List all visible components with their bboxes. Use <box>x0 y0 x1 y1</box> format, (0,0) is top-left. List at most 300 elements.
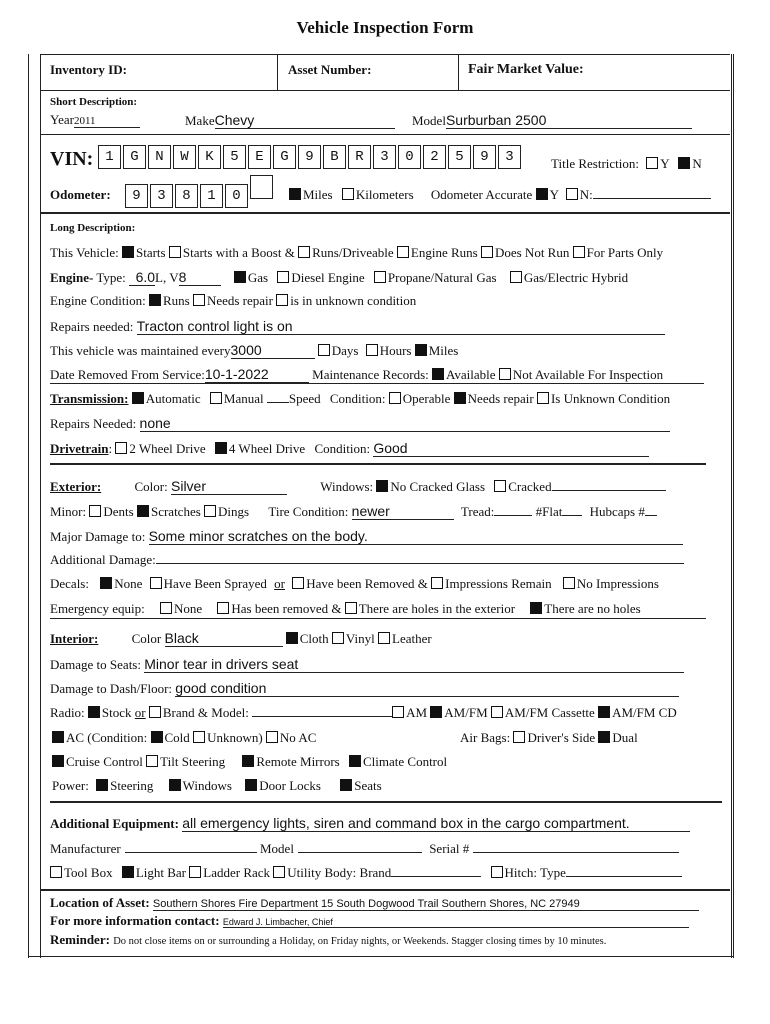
divider-line <box>50 383 704 384</box>
airbags-row <box>460 730 638 746</box>
field-label: This Vehicle: <box>50 245 119 260</box>
gas-checkbox[interactable] <box>234 271 246 283</box>
make-value[interactable]: Chevy <box>215 112 395 129</box>
vin-char-box[interactable]: K <box>198 145 221 169</box>
manual-checkbox[interactable] <box>210 392 222 404</box>
title-restriction-label: Title Restriction: <box>551 156 639 171</box>
field-label: 2 Wheel Drive <box>129 441 206 456</box>
field-label: Remote Mirrors <box>256 754 340 769</box>
field-label: Decals: <box>50 576 89 591</box>
field-label: No Impressions <box>576 576 659 591</box>
field-label: 4 Wheel Drive <box>228 441 306 456</box>
field-label: Power: <box>52 778 89 793</box>
cloth-checkbox[interactable] <box>286 632 298 644</box>
field-label: Maintenance Records: <box>312 367 429 382</box>
drivetrain-condition-value[interactable]: Good <box>373 440 649 457</box>
vinyl-checkbox[interactable] <box>332 632 344 644</box>
drivetrain-label: Drivetrain <box>50 441 109 456</box>
field-label: Engine Condition: <box>50 293 146 308</box>
equipment-model-field[interactable] <box>298 852 422 853</box>
accurate-y-label: Y <box>549 187 559 202</box>
mirrors-checkbox[interactable] <box>242 755 254 767</box>
contact-label: For more information contact: <box>50 913 220 928</box>
reminder-label: Reminder: <box>50 932 110 947</box>
dents-checkbox[interactable] <box>89 505 101 517</box>
hybrid-checkbox[interactable] <box>510 271 522 283</box>
speed-field[interactable] <box>267 402 289 403</box>
vin-char-box[interactable]: 3 <box>498 145 521 169</box>
field-label: Stock <box>101 705 132 720</box>
utility-brand-field[interactable] <box>391 876 481 877</box>
vin-char-box[interactable]: R <box>348 145 371 169</box>
maintenance-interval-value[interactable]: 3000 <box>231 342 315 359</box>
automatic-checkbox[interactable] <box>132 392 144 404</box>
field-label: Seats <box>354 778 382 793</box>
divider-line <box>40 90 730 91</box>
title-n-label: N <box>692 156 702 171</box>
field-label: Cold <box>164 730 190 745</box>
field-label: Dual <box>612 730 638 745</box>
sprayed-checkbox[interactable] <box>150 577 162 589</box>
odometer-digit-box[interactable]: 8 <box>175 184 198 208</box>
field-label: Tread: <box>460 504 495 519</box>
cruise-checkbox[interactable] <box>52 755 64 767</box>
title-y-checkbox[interactable] <box>646 157 658 169</box>
divider-line <box>40 54 730 55</box>
field-label: Repairs needed: <box>50 319 134 334</box>
exterior-row <box>50 478 666 495</box>
field-label: Condition: <box>314 441 371 456</box>
field-label: #Flat <box>535 504 563 519</box>
exterior-label: Exterior: <box>50 479 102 494</box>
divider-line <box>50 618 706 619</box>
engine-needs-repair-checkbox[interactable] <box>193 294 205 306</box>
field-label: Have been Removed & <box>306 576 428 591</box>
removed-checkbox[interactable] <box>292 577 304 589</box>
four-wheel-checkbox[interactable] <box>215 442 227 454</box>
make-label: Make <box>185 113 215 128</box>
transmission-row <box>50 391 670 407</box>
field-label: Has been removed & <box>231 601 342 616</box>
year-row <box>50 112 140 128</box>
ac-cold-checkbox[interactable] <box>151 731 163 743</box>
minor-row <box>50 503 657 520</box>
field-label: Odometer <box>50 187 107 202</box>
propane-checkbox[interactable] <box>374 271 386 283</box>
title-n-checkbox[interactable] <box>678 157 690 169</box>
field-label: Additional Damage: <box>50 552 156 567</box>
field-label: Tilt Steering <box>160 754 226 769</box>
field-label: Miles <box>428 343 459 358</box>
field-label: Manual <box>223 391 264 406</box>
major-damage-value[interactable]: Some minor scratches on the body. <box>149 528 683 545</box>
cd-checkbox[interactable] <box>598 706 610 718</box>
vin-boxes <box>98 145 523 169</box>
model-value[interactable]: Surburban 2500 <box>446 112 692 129</box>
year-value[interactable]: 2011 <box>74 115 140 128</box>
title-y-label: Y <box>660 156 670 171</box>
field-label: Cruise Control <box>66 754 143 769</box>
decals-none-checkbox[interactable] <box>100 577 112 589</box>
field-label: No Cracked Glass <box>390 479 486 494</box>
km-checkbox[interactable] <box>342 188 354 200</box>
odometer-accurate-label: Odometer Accurate <box>430 187 533 202</box>
vin-char-box[interactable]: E <box>248 145 271 169</box>
field-label: Windows: <box>320 479 374 494</box>
field-label: Radio: <box>50 705 85 720</box>
trans-repairs-value[interactable]: none <box>140 415 670 432</box>
engine-runs-checkbox[interactable] <box>397 246 409 258</box>
field-label: AM/FM Cassette <box>504 705 595 720</box>
miles-interval-checkbox[interactable] <box>415 344 427 356</box>
short-description-label: Short Description: <box>50 96 138 108</box>
divider-line <box>40 134 730 135</box>
radio-brand-checkbox[interactable] <box>149 706 161 718</box>
interior-color-value[interactable]: Black <box>165 630 283 647</box>
cassette-checkbox[interactable] <box>491 706 503 718</box>
field-label: Hitch: Type <box>504 865 566 880</box>
hitch-checkbox[interactable] <box>491 866 503 878</box>
engine-runs-cond-checkbox[interactable] <box>149 294 161 306</box>
ac-checkbox[interactable] <box>52 731 64 743</box>
field-label: Days <box>331 343 359 358</box>
vin-char-box[interactable]: 1 <box>98 145 121 169</box>
vin-char-box[interactable]: 2 <box>423 145 446 169</box>
field-label: There are no holes <box>544 601 641 616</box>
exterior-color-value[interactable]: Silver <box>171 478 287 495</box>
engine-repairs-value[interactable]: Tracton control light is on <box>137 318 665 335</box>
operable-checkbox[interactable] <box>389 392 401 404</box>
hitch-type-field[interactable] <box>566 876 682 877</box>
vin-char-box[interactable]: 9 <box>473 145 496 169</box>
field-label: Ladder Rack <box>203 865 271 880</box>
date-removed-row <box>50 366 663 383</box>
flat-field[interactable] <box>562 515 582 516</box>
hours-checkbox[interactable] <box>366 344 378 356</box>
field-label: Damage to Seats: <box>50 657 141 672</box>
runs-checkbox[interactable] <box>298 246 310 258</box>
field-label: Needs repair <box>206 293 273 308</box>
interior-row <box>50 630 432 647</box>
liters-value[interactable]: 6.0 <box>129 269 155 286</box>
tread-field[interactable] <box>494 515 532 516</box>
field-label: AM/FM CD <box>612 705 677 720</box>
seats-damage-row <box>50 656 684 673</box>
emergency-row <box>50 601 641 617</box>
asset-number-label: Asset Number: <box>288 62 372 77</box>
trans-unknown-checkbox[interactable] <box>537 392 549 404</box>
date-removed-value[interactable]: 10-1-2022 <box>205 366 309 383</box>
field-label: Climate Control <box>362 754 448 769</box>
transmission-label: Transmission: <box>50 391 129 406</box>
form-title: Vehicle Inspection Form <box>296 18 474 37</box>
field-label: Hubcaps # <box>589 504 645 519</box>
long-description-label: Long Description: <box>50 222 136 234</box>
engine-type-row <box>50 269 628 286</box>
odometer-boxes <box>125 175 275 208</box>
field-label: or <box>274 576 285 591</box>
manufacturer-row <box>50 841 679 857</box>
field-label: This vehicle was maintained every <box>50 343 231 358</box>
model-row <box>412 112 692 129</box>
vin-char-box[interactable]: 0 <box>398 145 421 169</box>
field-label: Leather <box>392 631 432 646</box>
field-label: For Parts Only <box>586 245 664 260</box>
field-label: Hours <box>379 343 412 358</box>
inventory-id-label: Inventory ID: <box>50 62 127 77</box>
accurate-n-field[interactable] <box>593 198 711 199</box>
scratches-checkbox[interactable] <box>137 505 149 517</box>
field-label: Damage to Dash/Floor: <box>50 681 173 696</box>
door-locks-checkbox[interactable] <box>245 779 257 791</box>
cracked-checkbox[interactable] <box>494 480 506 492</box>
odometer-digit-box[interactable]: 1 <box>200 184 223 208</box>
field-label: Light Bar <box>135 865 187 880</box>
odometer-digit-box[interactable]: 0 <box>225 184 248 208</box>
not-run-checkbox[interactable] <box>481 246 493 258</box>
vin-char-box[interactable]: 5 <box>223 145 246 169</box>
location-label: Location of Asset: <box>50 895 150 910</box>
diesel-checkbox[interactable] <box>277 271 289 283</box>
climate-checkbox[interactable] <box>349 755 361 767</box>
year-label: Year <box>50 112 74 127</box>
model-label: Model <box>412 113 446 128</box>
drivers-side-checkbox[interactable] <box>513 731 525 743</box>
field-label: AM <box>406 705 428 720</box>
field-label: Model <box>260 841 294 856</box>
am-checkbox[interactable] <box>392 706 404 718</box>
additional-equipment-value[interactable]: all emergency lights, siren and command box in the cargo compartment. <box>182 815 690 832</box>
additional-equipment-row <box>50 815 690 832</box>
hubcaps-field[interactable] <box>645 515 657 516</box>
field-label: Needs repair <box>467 391 534 406</box>
field-label: Engine- <box>50 270 94 285</box>
field-label: AM/FM <box>444 705 488 720</box>
serial-field[interactable] <box>473 852 679 853</box>
field-label: Windows <box>182 778 232 793</box>
field-label: None <box>173 601 203 616</box>
interior-label: Interior: <box>50 631 99 646</box>
no-impressions-checkbox[interactable] <box>563 577 575 589</box>
records-not-available-checkbox[interactable] <box>499 368 511 380</box>
options-row <box>52 754 447 770</box>
field-label: Starts <box>135 245 166 260</box>
field-label: No AC <box>279 730 317 745</box>
field-label: Diesel Engine <box>291 270 365 285</box>
additional-damage-row <box>50 552 684 568</box>
power-windows-checkbox[interactable] <box>169 779 181 791</box>
field-label: Not Available For Inspection <box>512 367 664 382</box>
field-label: Have Been Sprayed <box>163 576 267 591</box>
field-label: Dings <box>218 504 250 519</box>
vin-label: VIN: <box>50 148 94 170</box>
field-label: Type: <box>96 270 126 285</box>
field-label: Automatic <box>145 391 201 406</box>
fair-market-value-label: Fair Market Value: <box>468 62 584 77</box>
manufacturer-field[interactable] <box>125 852 257 853</box>
odometer-digit-box[interactable]: 9 <box>125 184 148 208</box>
engine-unknown-checkbox[interactable] <box>276 294 288 306</box>
field-label: Date Removed From Service: <box>50 367 205 382</box>
additional-damage-field[interactable] <box>156 563 684 564</box>
radio-row <box>50 705 677 721</box>
field-label: Operable <box>402 391 451 406</box>
lightbar-checkbox[interactable] <box>122 866 134 878</box>
tilt-checkbox[interactable] <box>146 755 158 767</box>
divider-line <box>28 956 733 957</box>
vin-char-box[interactable]: G <box>123 145 146 169</box>
amfm-checkbox[interactable] <box>430 706 442 718</box>
field-label: Runs/Driveable <box>312 245 394 260</box>
impressions-checkbox[interactable] <box>431 577 443 589</box>
boost-checkbox[interactable] <box>169 246 181 258</box>
accurate-n-label: N: <box>579 187 593 202</box>
field-label: There are holes in the exterior <box>358 601 516 616</box>
field-label: None <box>114 576 143 591</box>
field-label: AC (Condition: <box>66 730 148 745</box>
divider-line <box>50 463 706 465</box>
power-seats-checkbox[interactable] <box>340 779 352 791</box>
vin-char-box[interactable]: 9 <box>298 145 321 169</box>
miles-checkbox[interactable] <box>289 188 301 200</box>
field-label: Door Locks <box>259 778 321 793</box>
odometer-units <box>289 187 711 203</box>
seats-damage-value[interactable]: Minor tear in drivers seat <box>144 656 684 673</box>
contact-value[interactable]: Edward J. Limbacher, Chief <box>223 917 689 928</box>
reminder-text: Do not close items on or surrounding a Holiday, on Friday nights, or Weekends. Stagger closing times by 10 minutes. <box>113 936 607 947</box>
field-label: Tire Condition: <box>268 504 349 519</box>
make-row <box>185 112 395 129</box>
utility-checkbox[interactable] <box>273 866 285 878</box>
records-available-checkbox[interactable] <box>432 368 444 380</box>
drivetrain-row: Drivetrain: 2 Wheel Drive 4 Wheel Drive Condition: Good <box>50 440 649 457</box>
vin-char-box[interactable]: G <box>273 145 296 169</box>
contact-row <box>50 913 689 929</box>
field-label: Scratches <box>150 504 201 519</box>
emergency-none-checkbox[interactable] <box>160 602 172 614</box>
ladder-checkbox[interactable] <box>189 866 201 878</box>
divider-line <box>50 801 722 803</box>
tire-condition-value[interactable]: newer <box>352 503 454 520</box>
two-wheel-checkbox[interactable] <box>115 442 127 454</box>
field-label: Available <box>445 367 496 382</box>
additional-equipment-label: Additional Equipment: <box>50 816 179 831</box>
miles-label: Miles <box>303 187 333 202</box>
power-row <box>52 778 382 794</box>
ac-unknown-checkbox[interactable] <box>193 731 205 743</box>
field-label: L, V <box>155 270 179 285</box>
field-label: Emergency equip: <box>50 601 145 616</box>
field-label: Does Not Run <box>494 245 570 260</box>
field-label: Utility Body: Brand <box>287 865 392 880</box>
vin-char-box[interactable]: W <box>173 145 196 169</box>
field-label: Gas <box>247 270 269 285</box>
field-label: Minor: <box>50 504 87 519</box>
field-label: Serial # <box>429 841 470 856</box>
dual-airbag-checkbox[interactable] <box>598 731 610 743</box>
odometer-label: Odometer: <box>50 187 111 202</box>
trans-needs-repair-checkbox[interactable] <box>454 392 466 404</box>
field-label: Gas/Electric Hybrid <box>523 270 629 285</box>
no-ac-checkbox[interactable] <box>266 731 278 743</box>
km-label: Kilometers <box>355 187 414 202</box>
field-label: is in unknown condition <box>290 293 417 308</box>
field-label: Color <box>131 631 162 646</box>
reminder-row <box>50 932 606 948</box>
field-label: Cloth <box>299 631 329 646</box>
toolbox-checkbox[interactable] <box>50 866 62 878</box>
leather-checkbox[interactable] <box>378 632 390 644</box>
decals-row <box>50 576 659 592</box>
field-label: Starts with a Boost & <box>182 245 295 260</box>
radio-stock-checkbox[interactable] <box>88 706 100 718</box>
odometer-digit-box[interactable] <box>250 175 273 199</box>
no-crack-checkbox[interactable] <box>376 480 388 492</box>
accurate-y-checkbox[interactable] <box>536 188 548 200</box>
major-damage-row <box>50 528 683 545</box>
parts-checkbox[interactable] <box>573 246 585 258</box>
field-label: Manufacturer <box>50 841 121 856</box>
location-row <box>50 895 699 911</box>
cylinders-value[interactable]: 8 <box>179 269 221 286</box>
field-label: Impressions Remain <box>445 576 552 591</box>
field-label: Tool Box <box>64 865 113 880</box>
field-label: Brand & Model: <box>162 705 249 720</box>
field-label: Is Unknown Condition <box>550 391 671 406</box>
dings-checkbox[interactable] <box>204 505 216 517</box>
brand-model-field[interactable] <box>252 716 392 717</box>
title-restriction <box>551 156 702 172</box>
location-value[interactable]: Southern Shores Fire Department 15 South Dogwood Trail Southern Shores, NC 27949 <box>153 898 699 911</box>
field-label: Speed <box>288 391 321 406</box>
divider-line <box>40 212 730 214</box>
vin-char-box[interactable]: 3 <box>373 145 396 169</box>
field-label: Air Bags: <box>460 730 511 745</box>
holes-checkbox[interactable] <box>345 602 357 614</box>
field-label: Dents <box>103 504 134 519</box>
dash-damage-value[interactable]: good condition <box>175 680 679 697</box>
no-holes-checkbox[interactable] <box>530 602 542 614</box>
power-steering-checkbox[interactable] <box>96 779 108 791</box>
equipment-options-row <box>50 865 682 881</box>
dash-damage-row <box>50 680 679 697</box>
divider-line <box>40 889 730 891</box>
maintained-row <box>50 342 458 359</box>
starts-checkbox[interactable] <box>122 246 134 258</box>
field-label: Color: <box>134 479 168 494</box>
repairs-needed-row <box>50 318 665 335</box>
field-label: Driver's Side <box>527 730 596 745</box>
field-label: Unknown) <box>207 730 263 745</box>
odometer-digit-box[interactable]: 3 <box>150 184 173 208</box>
field-label: Repairs Needed: <box>50 416 137 431</box>
field-label: Steering <box>110 778 154 793</box>
has-removed-checkbox[interactable] <box>217 602 229 614</box>
field-label: or <box>134 705 146 720</box>
ac-row <box>52 730 316 746</box>
cracked-field[interactable] <box>552 490 666 491</box>
this-vehicle-row <box>50 245 663 261</box>
vin-char-box[interactable]: 5 <box>448 145 471 169</box>
field-label: Cracked <box>508 479 552 494</box>
field-label: Major Damage to: <box>50 529 146 544</box>
vin-char-box[interactable]: B <box>323 145 346 169</box>
accurate-n-checkbox[interactable] <box>566 188 578 200</box>
vin-char-box[interactable]: N <box>148 145 171 169</box>
field-label: Vinyl <box>345 631 375 646</box>
days-checkbox[interactable] <box>318 344 330 356</box>
field-label: Engine Runs <box>410 245 478 260</box>
